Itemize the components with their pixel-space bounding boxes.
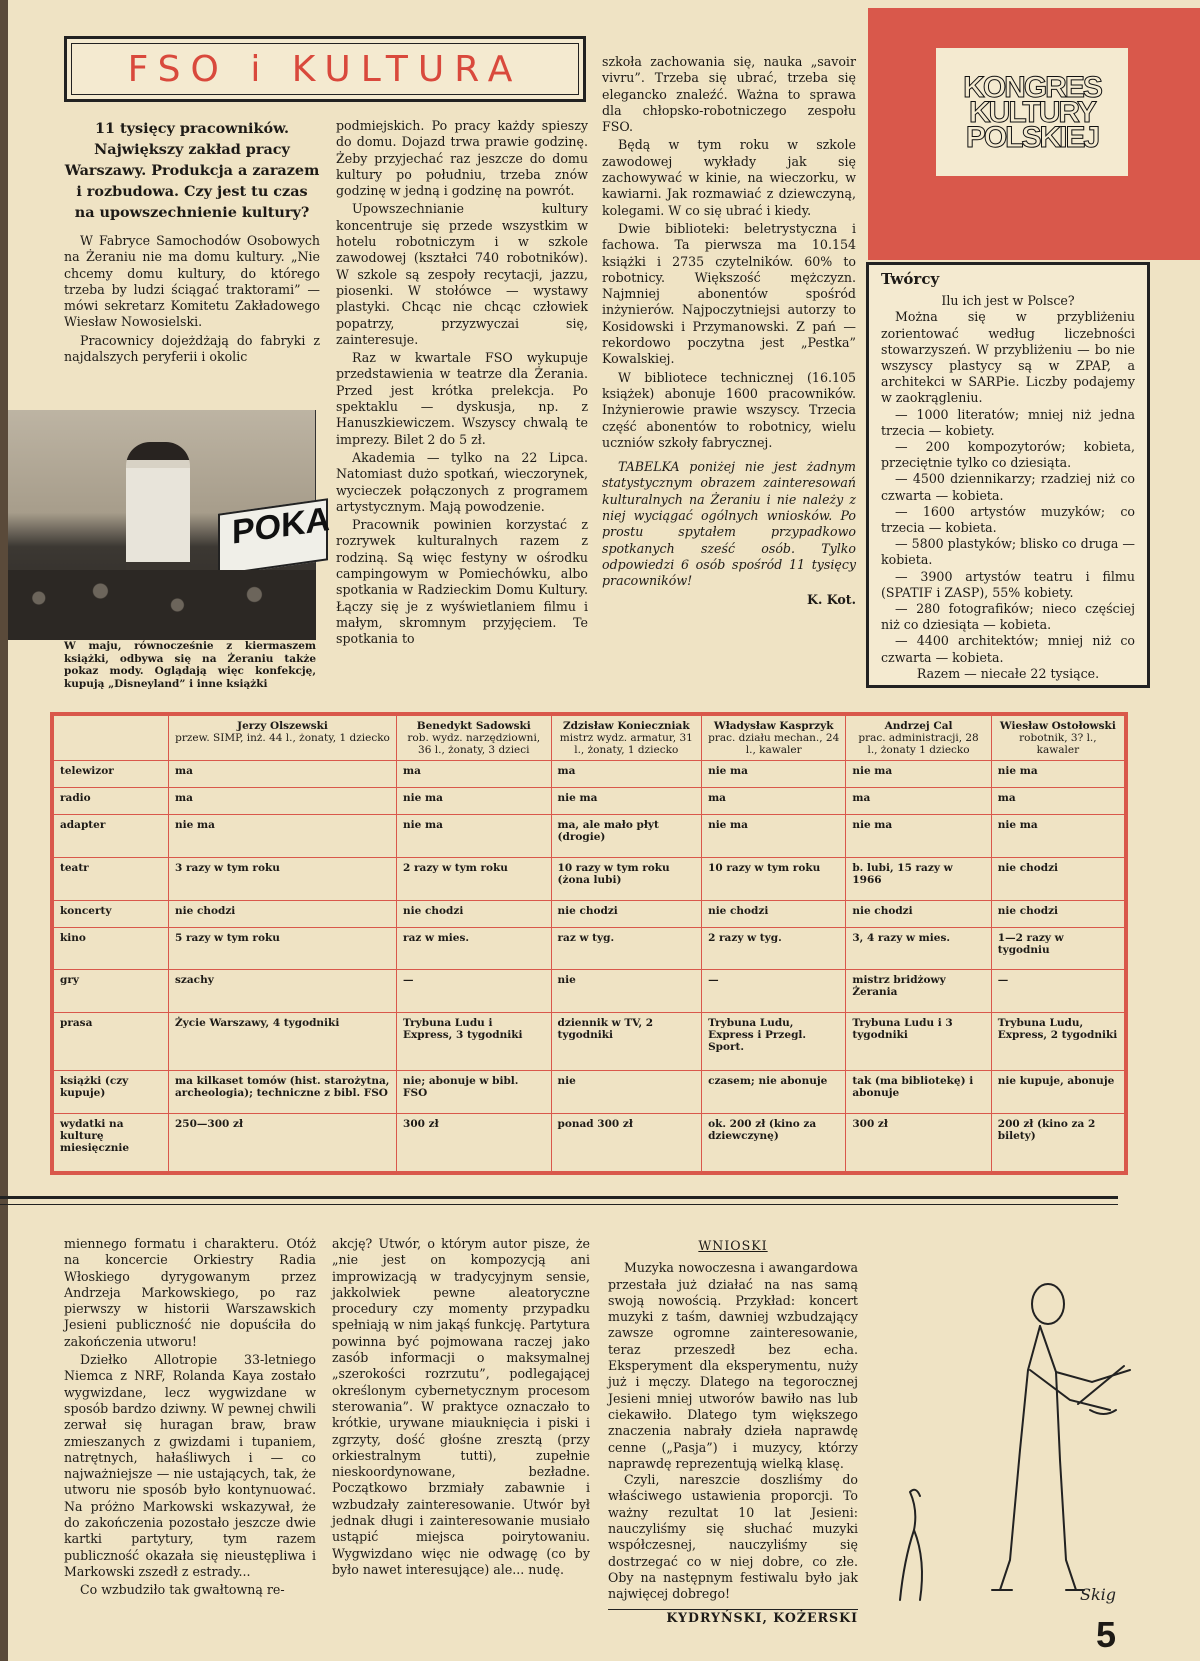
row-category: wydatki na kulturę miesięcznie bbox=[54, 1113, 169, 1171]
person-header: Jerzy Olszewski przew. SIMP, inż. 44 l., żonaty, 1 dziecko bbox=[169, 716, 397, 761]
row-category: radio bbox=[54, 788, 169, 815]
table-cell: 300 zł bbox=[397, 1113, 551, 1171]
person-header: Zdzisław Konieczniak mistrz wydz. armatur, 31 l., żonaty, 1 dziecko bbox=[551, 716, 702, 761]
table-cell: nie ma bbox=[702, 815, 846, 858]
stat-item: — 4500 dziennikarzy; rzadziej niż co czwarta — kobieta. bbox=[881, 471, 1135, 503]
table-cell: 5 razy w tym roku bbox=[169, 927, 397, 970]
table-cell: nie ma bbox=[846, 761, 991, 788]
fashion-show-photo bbox=[8, 410, 331, 638]
section-divider bbox=[0, 1204, 1118, 1205]
table-cell: nie ma bbox=[991, 815, 1124, 858]
table-cell: — bbox=[702, 970, 846, 1013]
table-cell: ok. 200 zł (kino za dziewczynę) bbox=[702, 1113, 846, 1171]
table-cell: mistrz bridżowy Żerania bbox=[846, 970, 991, 1013]
sidebar-heading: Twórcy bbox=[881, 270, 940, 288]
table-cell: 3, 4 razy w mies. bbox=[846, 927, 991, 970]
table-cell: dziennik w TV, 2 tygodniki bbox=[551, 1012, 702, 1070]
table-cell: ma bbox=[991, 788, 1124, 815]
table-corner bbox=[54, 716, 169, 761]
table-cell: 2 razy w tyg. bbox=[702, 927, 846, 970]
page-number: 5 bbox=[1096, 1614, 1117, 1655]
author-signature: K. Kot. bbox=[807, 591, 856, 607]
paragraph: Dziełko Allotropie 33-letniego Niemca z NRF, Rolanda Kaya zostało wygwizdane, lecz wygwizdane w sposób bardzo dziwny. W pewnej chwili zerwał się huragan braw, braw zmieszanych z gwizdami i tupaniem, natrętnych, hałaśliwych i — co najważniejsze — nie ustających, tak, że utworu nie sposób było kontynuować. Na próżno Markowski wskazywał, że do zakończenia pozostało jeszcze dwie kartki partytury, tym razem publiczność okazała się nieustępliwa i Markowski zszedł z estrady... bbox=[64, 1352, 316, 1579]
table-row bbox=[54, 1012, 1125, 1070]
row-category: teatr bbox=[54, 857, 169, 900]
table-cell: nie chodzi bbox=[991, 857, 1124, 900]
table-cell: nie ma bbox=[551, 788, 702, 815]
table-cell: 10 razy w tym roku bbox=[702, 857, 846, 900]
table-row bbox=[54, 900, 1125, 927]
column-1 bbox=[64, 118, 320, 367]
illustrator-signature: Skig bbox=[1080, 1585, 1117, 1604]
table-cell: nie chodzi bbox=[846, 900, 991, 927]
table-cell: nie chodzi bbox=[169, 900, 397, 927]
conclusions-column bbox=[608, 1238, 858, 1626]
paragraph: Pracownicy dojeżdżają do fabryki z najdalszych peryferii i okolic bbox=[64, 332, 320, 365]
photo-caption: W maju, równocześnie z kiermaszem książki, odbywa się na Żeraniu także pokaz mody. Oglądają więc konfekcję, kupują „Disneyland” i inne książki bbox=[64, 640, 316, 690]
table-cell: czasem; nie abonuje bbox=[702, 1071, 846, 1114]
table-cell: tak (ma bibliotekę) i abonuje bbox=[846, 1071, 991, 1114]
table-cell: nie chodzi bbox=[397, 900, 551, 927]
table-cell: 1—2 razy w tygodniu bbox=[991, 927, 1124, 970]
row-category: prasa bbox=[54, 1012, 169, 1070]
banner-sign: POKA bbox=[218, 498, 328, 575]
table-cell: — bbox=[397, 970, 551, 1013]
paragraph: miennego formatu i charakteru. Otóż na koncercie Orkiestry Radia Włoskiego dyrygowanym przez Andrzeja Markowskiego, po raz pierwszy w historii Warszawskich Jesieni publiczność nie dopuściła do zakończenia utworu! bbox=[64, 1236, 316, 1349]
table-cell: nie ma bbox=[169, 815, 397, 858]
stat-item: — 1000 literatów; mniej niż jedna trzecia — kobiety. bbox=[881, 406, 1135, 438]
table-cell: nie bbox=[551, 970, 702, 1013]
table-row bbox=[54, 857, 1125, 900]
table-cell: Trybuna Ludu i 3 tygodniki bbox=[846, 1012, 991, 1070]
conclusions-heading: WNIOSKI bbox=[698, 1238, 768, 1253]
sidebar-intro: Można się w przybliżeniu zorientować według liczebności stowarzyszeń. W przybliżeniu — bo nie wszyscy plastycy są w ZPAP, a architekci w SARPie. Liczby podajemy w zaokrągleniu. bbox=[881, 309, 1135, 406]
paragraph: Raz w kwartale FSO wykupuje przedstawienia w teatrze dla Żerania. Przed jest krótka prelekcja. Po spektaklu — dyskusja, np. z Hanuszkiewiczem. Wszyscy chwalą te imprezy. Bilet 2 do 5 zł. bbox=[336, 350, 588, 447]
sidebar-tworcy bbox=[866, 262, 1150, 688]
person-header: Andrzej Cal prac. administracji, 28 l., żonaty 1 dziecko bbox=[846, 716, 991, 761]
table-cell: ma, ale mało płyt (drogie) bbox=[551, 815, 702, 858]
column-2 bbox=[336, 118, 588, 650]
table-row bbox=[54, 1071, 1125, 1114]
survey-table bbox=[50, 712, 1128, 1175]
paragraph: podmiejskich. Po pracy każdy spieszy do domu. Dojazd trwa prawie godzinę. Żeby przyjechać raz jeszcze do domu kultury po południu, trzeba znów godzinę w jedną i godzinę na powrót. bbox=[336, 118, 588, 199]
table-cell: ma bbox=[551, 761, 702, 788]
stat-total: Razem — niecałe 22 tysiące. bbox=[916, 665, 1100, 681]
row-category: telewizor bbox=[54, 761, 169, 788]
violinist-sketch bbox=[880, 1260, 1150, 1620]
article-title-box bbox=[64, 36, 586, 102]
table-note: TABELKA poniżej nie jest żadnym statystycznym obrazem zainteresowań kulturalnych na Żeraniu i nie należy z niej wyciągać ogólnych wniosków. Po prostu spytałem przypadkowo spotkanych sześć osób. Tylko odpowiedzi 6 osób spośród 11 tysięcy pracowników! bbox=[602, 459, 856, 589]
binding-edge bbox=[0, 0, 8, 1661]
audience bbox=[8, 570, 316, 640]
table-cell: ma bbox=[846, 788, 991, 815]
table-row bbox=[54, 761, 1125, 788]
stat-item: — 4400 architektów; mniej niż co czwarta — kobieta. bbox=[881, 633, 1135, 665]
paragraph: Co wzbudziło tak gwałtowną re- bbox=[80, 1582, 285, 1598]
stat-item: — 280 fotografików; nieco częściej niż co dziesiąta — kobieta. bbox=[881, 601, 1135, 633]
paragraph: W bibliotece technicznej (16.105 książek) abonuje 1600 pracowników. Inżynierowie prawie wszyscy. Trzecia część abonentów to robotnicy, wielu uczniów szkoły fabrycznej. bbox=[602, 369, 856, 450]
table-row bbox=[54, 1113, 1125, 1171]
paragraph: akcję? Utwór, o którym autor pisze, że „nie jest on kompozycją ani improwizacją w tradycyjnym sensie, jakkolwiek pewne aleatoryczne procedury czy momenty przypadku spełniają w nim jakąś funkcję. Partytura powinna być pojmowana raczej jako zasób informacji o maksymalnej „szerokości rozrzutu”, podlegającej określonym cybernetycznym procesom sterowania”. W praktyce oznaczało to krótkie, urywane miauknięcia i piski i zgrzyty, dość głośne zresztą (przy orkiestralnym tutti), zupełnie nieskoordynowane, bezładne. Początkowo brzmiały zabawnie i wzbudzały zainteresowanie. Utwór był jednak długi i zainteresowanie musiało ustąpić miejsca poirytowaniu. Wygwizdano więc nie odwagę (co by było nawet interesujące) ale... nudę. bbox=[332, 1236, 590, 1577]
section-divider bbox=[0, 1196, 1118, 1199]
table-cell: 2 razy w tym roku bbox=[397, 857, 551, 900]
column-3 bbox=[602, 54, 856, 610]
paragraph: Będą w tym roku w szkole zawodowej wykłady jak się zachowywać w kinie, na wieczorku, w kawiarni. Jak rozmawiać z dziewczyną, kolegami. W co się ubrać i kiedy. bbox=[602, 137, 856, 218]
row-category: koncerty bbox=[54, 900, 169, 927]
table-cell: ma bbox=[169, 761, 397, 788]
table-row bbox=[54, 970, 1125, 1013]
table-cell: — bbox=[991, 970, 1124, 1013]
table-cell: nie chodzi bbox=[551, 900, 702, 927]
stat-item: — 1600 artystów muzyków; co trzecia — kobieta. bbox=[881, 503, 1135, 536]
person-header: Wiesław Ostołowski robotnik, 3? l., kawaler bbox=[991, 716, 1124, 761]
table-cell: Życie Warszawy, 4 tygodniki bbox=[169, 1012, 397, 1070]
table-cell: Trybuna Ludu i Express, 3 tygodniki bbox=[397, 1012, 551, 1070]
kongres-logo: KONGRES KULTURY POLSKIEJ bbox=[936, 48, 1128, 176]
row-category: kino bbox=[54, 927, 169, 970]
table-cell: raz w tyg. bbox=[551, 927, 702, 970]
paragraph: Akademia — tylko na 22 Lipca. Natomiast dużo spotkań, wieczorynek, wycieczek połączonych z programem artystycznym. Mają powodzenie. bbox=[336, 449, 588, 514]
table-cell: nie; abonuje w bibl. FSO bbox=[397, 1071, 551, 1114]
table-cell: 250—300 zł bbox=[169, 1113, 397, 1171]
paragraph: Czyli, nareszcie doszliśmy do właściwego ustawienia proporcji. To ważny rezultat 10 lat Jesieni: nauczyliśmy się słuchać muzyki współczesnej, nauczyliśmy się dostrzegać co w niej dobre, co złe. Oby na następnym festiwalu było jak najwięcej dobrego! bbox=[608, 1472, 858, 1602]
table-cell: Trybuna Ludu, Express i Przegl. Sport. bbox=[702, 1012, 846, 1070]
table-row bbox=[54, 927, 1125, 970]
table-cell: ma bbox=[169, 788, 397, 815]
stat-item: — 5800 plastyków; blisko co druga — kobieta. bbox=[881, 536, 1135, 568]
table-cell: ma kilkaset tomów (hist. starożytna, archeologia); techniczne z bibl. FSO bbox=[169, 1071, 397, 1114]
table-header-row bbox=[54, 716, 1125, 761]
table-cell: nie ma bbox=[397, 815, 551, 858]
table-cell: ma bbox=[397, 761, 551, 788]
bottom-column-2 bbox=[332, 1236, 590, 1580]
paragraph: W Fabryce Samochodów Osobowych na Żeraniu nie ma domu kultury. „Nie chcemy domu kultury, do którego trzeba by ludzi ściągać traktorami” — mówi sekretarz Komitetu Zakładowego Wiesław Nowosielski. bbox=[64, 233, 320, 330]
paragraph: Pracownik powinien korzystać z rozrywek kulturalnych razem z rodziną. Są więc festyny w ośrodku campingowym w Pomiechówku, albo spotkania w Radzieckim Domu Kultury. Łączy się je z wyświetlaniem filmu i małym, skromnym przyjęciem. Te spotkania to bbox=[336, 517, 588, 647]
row-category: adapter bbox=[54, 815, 169, 858]
table-cell: b. lubi, 15 razy w 1966 bbox=[846, 857, 991, 900]
person-header: Benedykt Sadowski rob. wydz. narzędziowni, 36 l., żonaty, 3 dzieci bbox=[397, 716, 551, 761]
authors-signature: KYDRYŃSKI, KOŻERSKI bbox=[608, 1609, 858, 1626]
table-cell: ponad 300 zł bbox=[551, 1113, 702, 1171]
lead-paragraph: 11 tysięcy pracowników. Największy zakład pracy Warszawy. Produkcja a zarazem i rozbudowa. Czy jest tu czas na upowszechnienie kultury? bbox=[64, 120, 320, 221]
table-cell: Trybuna Ludu, Express, 2 tygodniki bbox=[991, 1012, 1124, 1070]
table-cell: szachy bbox=[169, 970, 397, 1013]
table-cell: nie ma bbox=[702, 761, 846, 788]
bottom-column-1 bbox=[64, 1236, 316, 1601]
article-title: FSO i KULTURA bbox=[127, 48, 523, 90]
row-category: książki (czy kupuje) bbox=[54, 1071, 169, 1114]
table-cell: nie ma bbox=[397, 788, 551, 815]
row-category: gry bbox=[54, 970, 169, 1013]
stat-item: — 3900 artystów teatru i filmu (SPATIF i ZASP), 55% kobiety. bbox=[881, 568, 1135, 600]
table-cell: ma bbox=[702, 788, 846, 815]
table-cell: 3 razy w tym roku bbox=[169, 857, 397, 900]
table-cell: 10 razy w tym roku (żona lubi) bbox=[551, 857, 702, 900]
paragraph: szkoła zachowania się, nauka „savoir vivru”. Trzeba się ubrać, trzeba się elegancko znaleźć. Ważna to sprawa dla chłopsko-robotniczego zespołu FSO. bbox=[602, 54, 856, 135]
table-cell: nie kupuje, abonuje bbox=[991, 1071, 1124, 1114]
table-cell: nie chodzi bbox=[702, 900, 846, 927]
table-row bbox=[54, 788, 1125, 815]
table-cell: 200 zł (kino za 2 bilety) bbox=[991, 1113, 1124, 1171]
sidebar-question: Ilu ich jest w Polsce? bbox=[941, 293, 1075, 309]
table-cell: raz w mies. bbox=[397, 927, 551, 970]
table-cell: nie chodzi bbox=[991, 900, 1124, 927]
paragraph: Upowszechnianie kultury koncentruje się przede wszystkim w hotelu robotniczym i w szkole zawodowej (kształci 740 robotników). W szkole są zespoły recytacji, jazzu, piosenki. W stołówce — wystawy plastyki. Chcąc nie chcąc człowiek popatrzy, przyzwyczai się, zainteresuje. bbox=[336, 201, 588, 347]
stat-item: — 200 kompozytorów; kobieta, przeciętnie tylko co dziesiąta. bbox=[881, 439, 1135, 471]
table-cell: nie ma bbox=[991, 761, 1124, 788]
person-header: Władysław Kasprzyk prac. działu mechan., 24 l., kawaler bbox=[702, 716, 846, 761]
table-cell: nie ma bbox=[846, 815, 991, 858]
paragraph: Muzyka nowoczesna i awangardowa przestała już działać na nas samą swoją nowością. Przykład: koncert muzyki z taśm, dawniej wzbudzający zawsze ogromne zainteresowanie, teraz przeszedł bez echa. Eksperyment dla eksperymentu, nuży już i męczy. Dlatego na tegorocznej Jesieni mniej utworów bawiło nas lub ciekawiło. Dlatego tym większego znaczenia nabrały dzieła naprawdę cenne („Pasja”) i muzycy, którzy naprawdę reprezentują wielką klasę. bbox=[608, 1260, 858, 1471]
table-cell: 300 zł bbox=[846, 1113, 991, 1171]
table-row bbox=[54, 815, 1125, 858]
paragraph: Dwie biblioteki: beletrystyczna i fachowa. Ta pierwsza ma 10.154 książki i 2735 czytelników. 60% to robotnicy. Większość mężczyzn. Najmniej abonentów spośród inżynierów. Najpoczytniejsi autorzy to Kosidowski i Przymanowski. Z pań — rekordowo poczytna jest „Pestka” Kowalskiej. bbox=[602, 220, 856, 367]
table-cell: nie bbox=[551, 1071, 702, 1114]
